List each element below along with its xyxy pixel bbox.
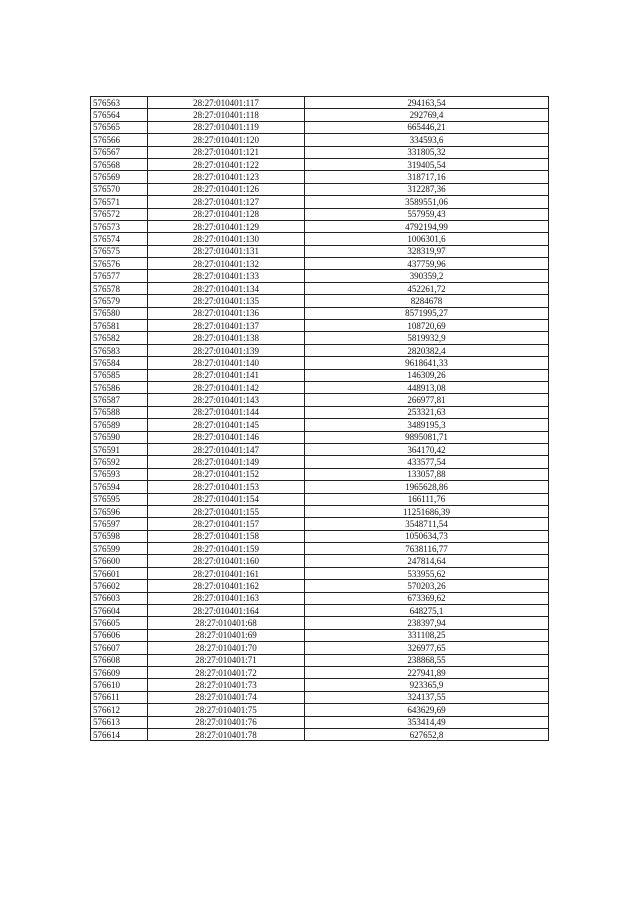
table-row (91, 121, 549, 133)
table-row (91, 691, 549, 703)
value-cell: 328319,97 (305, 245, 549, 257)
value-cell: 448913,08 (305, 381, 549, 393)
table-row (91, 617, 549, 629)
value-cell: 318717,16 (305, 171, 549, 183)
table-row (91, 419, 549, 431)
cadastral-number-cell: 28:27:010401:162 (148, 580, 305, 592)
cadastral-number-cell: 28:27:010401:159 (148, 543, 305, 555)
row-number-cell: 576589 (91, 419, 148, 431)
value-cell: 7638116,77 (305, 543, 549, 555)
cadastral-number-cell: 28:27:010401:157 (148, 518, 305, 530)
cadastral-number-cell: 28:27:010401:141 (148, 369, 305, 381)
value-cell: 1050634,73 (305, 530, 549, 542)
row-number-cell: 576578 (91, 282, 148, 294)
value-cell: 557959,43 (305, 208, 549, 220)
cadastral-number-cell: 28:27:010401:131 (148, 245, 305, 257)
table-row (91, 642, 549, 654)
value-cell: 570203,26 (305, 580, 549, 592)
cadastral-number-cell: 28:27:010401:146 (148, 431, 305, 443)
row-number-cell: 576568 (91, 158, 148, 170)
value-cell: 1965628,86 (305, 481, 549, 493)
table-row (91, 320, 549, 332)
cadastral-number-cell: 28:27:010401:128 (148, 208, 305, 220)
table-row (91, 134, 549, 146)
table-row (91, 146, 549, 158)
row-number-cell: 576593 (91, 468, 148, 480)
value-cell: 353414,49 (305, 716, 549, 728)
cadastral-number-cell: 28:27:010401:69 (148, 629, 305, 641)
cadastral-number-cell: 28:27:010401:78 (148, 728, 305, 740)
value-cell: 627652,8 (305, 728, 549, 740)
value-cell: 3548711,54 (305, 518, 549, 530)
value-cell: 1006301,6 (305, 233, 549, 245)
table-row (91, 592, 549, 604)
row-number-cell: 576601 (91, 567, 148, 579)
row-number-cell: 576598 (91, 530, 148, 542)
cadastral-number-cell: 28:27:010401:76 (148, 716, 305, 728)
table-row (91, 518, 549, 530)
cadastral-number-cell: 28:27:010401:158 (148, 530, 305, 542)
table-row (91, 245, 549, 257)
row-number-cell: 576564 (91, 109, 148, 121)
cadastral-number-cell: 28:27:010401:134 (148, 282, 305, 294)
cadastral-number-cell: 28:27:010401:121 (148, 146, 305, 158)
cadastral-number-cell: 28:27:010401:126 (148, 183, 305, 195)
value-cell: 433577,54 (305, 456, 549, 468)
row-number-cell: 576576 (91, 258, 148, 270)
value-cell: 5819932,9 (305, 332, 549, 344)
table-row (91, 369, 549, 381)
table-row (91, 381, 549, 393)
cadastral-number-cell: 28:27:010401:72 (148, 666, 305, 678)
value-cell: 331805,32 (305, 146, 549, 158)
value-cell: 166111,76 (305, 493, 549, 505)
value-cell: 4792194,99 (305, 220, 549, 232)
cadastral-number-cell: 28:27:010401:127 (148, 196, 305, 208)
value-cell: 9618641,33 (305, 357, 549, 369)
row-number-cell: 576602 (91, 580, 148, 592)
value-cell: 238397,94 (305, 617, 549, 629)
value-cell: 437759,96 (305, 258, 549, 270)
table-row (91, 666, 549, 678)
cadastral-number-cell: 28:27:010401:143 (148, 394, 305, 406)
value-cell: 3589551,06 (305, 196, 549, 208)
cadastral-number-cell: 28:27:010401:132 (148, 258, 305, 270)
table-row (91, 456, 549, 468)
table-row (91, 295, 549, 307)
cadastral-number-cell: 28:27:010401:142 (148, 381, 305, 393)
cadastral-number-cell: 28:27:010401:137 (148, 320, 305, 332)
table-row (91, 307, 549, 319)
row-number-cell: 576586 (91, 381, 148, 393)
row-number-cell: 576563 (91, 97, 148, 109)
table-row (91, 158, 549, 170)
table-row (91, 394, 549, 406)
value-cell: 326977,65 (305, 642, 549, 654)
value-cell: 533955,62 (305, 567, 549, 579)
table-row (91, 679, 549, 691)
value-cell: 266977,81 (305, 394, 549, 406)
cadastral-number-cell: 28:27:010401:161 (148, 567, 305, 579)
row-number-cell: 576590 (91, 431, 148, 443)
row-number-cell: 576609 (91, 666, 148, 678)
row-number-cell: 576595 (91, 493, 148, 505)
table-row (91, 282, 549, 294)
table-row (91, 97, 549, 109)
value-cell: 312287,36 (305, 183, 549, 195)
cadastral-number-cell: 28:27:010401:145 (148, 419, 305, 431)
row-number-cell: 576608 (91, 654, 148, 666)
value-cell: 331108,25 (305, 629, 549, 641)
table-row (91, 220, 549, 232)
table-row (91, 406, 549, 418)
table-row (91, 109, 549, 121)
value-cell: 227941,89 (305, 666, 549, 678)
cadastral-number-cell: 28:27:010401:130 (148, 233, 305, 245)
value-cell: 146309,26 (305, 369, 549, 381)
value-cell: 665446,21 (305, 121, 549, 133)
value-cell: 11251686,39 (305, 505, 549, 517)
table-row (91, 654, 549, 666)
table-row (91, 605, 549, 617)
row-number-cell: 576571 (91, 196, 148, 208)
table-body (91, 97, 549, 741)
cadastral-number-cell: 28:27:010401:74 (148, 691, 305, 703)
cadastral-number-cell: 28:27:010401:136 (148, 307, 305, 319)
row-number-cell: 576584 (91, 357, 148, 369)
row-number-cell: 576570 (91, 183, 148, 195)
table-row (91, 555, 549, 567)
row-number-cell: 576588 (91, 406, 148, 418)
row-number-cell: 576594 (91, 481, 148, 493)
table-row (91, 431, 549, 443)
cadastral-number-cell: 28:27:010401:133 (148, 270, 305, 282)
cadastral-number-cell: 28:27:010401:163 (148, 592, 305, 604)
cadastral-number-cell: 28:27:010401:164 (148, 605, 305, 617)
value-cell: 108720,69 (305, 320, 549, 332)
value-cell: 133057,88 (305, 468, 549, 480)
row-number-cell: 576579 (91, 295, 148, 307)
table-row (91, 344, 549, 356)
table-row (91, 728, 549, 740)
value-cell: 390359,2 (305, 270, 549, 282)
value-cell: 334593,6 (305, 134, 549, 146)
row-number-cell: 576613 (91, 716, 148, 728)
cadastral-number-cell: 28:27:010401:135 (148, 295, 305, 307)
table-row (91, 183, 549, 195)
row-number-cell: 576591 (91, 443, 148, 455)
data-table (90, 96, 549, 741)
value-cell: 673369,62 (305, 592, 549, 604)
value-cell: 253321,63 (305, 406, 549, 418)
table-row (91, 443, 549, 455)
cadastral-number-cell: 28:27:010401:123 (148, 171, 305, 183)
cadastral-number-cell: 28:27:010401:147 (148, 443, 305, 455)
row-number-cell: 576567 (91, 146, 148, 158)
table-row (91, 357, 549, 369)
table-row (91, 567, 549, 579)
value-cell: 319405,54 (305, 158, 549, 170)
cadastral-number-cell: 28:27:010401:160 (148, 555, 305, 567)
table-row (91, 258, 549, 270)
cadastral-number-cell: 28:27:010401:71 (148, 654, 305, 666)
table-row (91, 530, 549, 542)
row-number-cell: 576592 (91, 456, 148, 468)
cadastral-number-cell: 28:27:010401:70 (148, 642, 305, 654)
cadastral-number-cell: 28:27:010401:152 (148, 468, 305, 480)
cadastral-number-cell: 28:27:010401:144 (148, 406, 305, 418)
table-row (91, 481, 549, 493)
row-number-cell: 576569 (91, 171, 148, 183)
row-number-cell: 576580 (91, 307, 148, 319)
cadastral-number-cell: 28:27:010401:155 (148, 505, 305, 517)
value-cell: 3489195,3 (305, 419, 549, 431)
row-number-cell: 576606 (91, 629, 148, 641)
table-row (91, 196, 549, 208)
cadastral-number-cell: 28:27:010401:75 (148, 704, 305, 716)
row-number-cell: 576574 (91, 233, 148, 245)
value-cell: 643629,69 (305, 704, 549, 716)
table-row (91, 704, 549, 716)
cadastral-number-cell: 28:27:010401:153 (148, 481, 305, 493)
value-cell: 247814,64 (305, 555, 549, 567)
cadastral-number-cell: 28:27:010401:122 (148, 158, 305, 170)
table-row (91, 270, 549, 282)
table-row (91, 493, 549, 505)
cadastral-number-cell: 28:27:010401:118 (148, 109, 305, 121)
value-cell: 648275,1 (305, 605, 549, 617)
row-number-cell: 576604 (91, 605, 148, 617)
table-row (91, 468, 549, 480)
value-cell: 324137,55 (305, 691, 549, 703)
row-number-cell: 576596 (91, 505, 148, 517)
cadastral-number-cell: 28:27:010401:138 (148, 332, 305, 344)
cadastral-number-cell: 28:27:010401:154 (148, 493, 305, 505)
value-cell: 8284678 (305, 295, 549, 307)
value-cell: 292769,4 (305, 109, 549, 121)
row-number-cell: 576597 (91, 518, 148, 530)
row-number-cell: 576577 (91, 270, 148, 282)
value-cell: 238868,55 (305, 654, 549, 666)
value-cell: 294163,54 (305, 97, 549, 109)
row-number-cell: 576583 (91, 344, 148, 356)
cadastral-number-cell: 28:27:010401:120 (148, 134, 305, 146)
row-number-cell: 576565 (91, 121, 148, 133)
row-number-cell: 576614 (91, 728, 148, 740)
table-row (91, 208, 549, 220)
cadastral-number-cell: 28:27:010401:119 (148, 121, 305, 133)
row-number-cell: 576611 (91, 691, 148, 703)
row-number-cell: 576572 (91, 208, 148, 220)
row-number-cell: 576582 (91, 332, 148, 344)
table-row (91, 332, 549, 344)
cadastral-number-cell: 28:27:010401:73 (148, 679, 305, 691)
row-number-cell: 576581 (91, 320, 148, 332)
row-number-cell: 576605 (91, 617, 148, 629)
table-row (91, 716, 549, 728)
row-number-cell: 576587 (91, 394, 148, 406)
cadastral-number-cell: 28:27:010401:117 (148, 97, 305, 109)
value-cell: 8571995,27 (305, 307, 549, 319)
row-number-cell: 576612 (91, 704, 148, 716)
cadastral-number-cell: 28:27:010401:139 (148, 344, 305, 356)
value-cell: 364170,42 (305, 443, 549, 455)
cadastral-number-cell: 28:27:010401:149 (148, 456, 305, 468)
cadastral-number-cell: 28:27:010401:129 (148, 220, 305, 232)
table-row (91, 233, 549, 245)
row-number-cell: 576603 (91, 592, 148, 604)
cadastral-number-cell: 28:27:010401:140 (148, 357, 305, 369)
value-cell: 9895081,71 (305, 431, 549, 443)
table-row (91, 505, 549, 517)
row-number-cell: 576585 (91, 369, 148, 381)
table-row (91, 171, 549, 183)
row-number-cell: 576599 (91, 543, 148, 555)
cadastral-number-cell: 28:27:010401:68 (148, 617, 305, 629)
row-number-cell: 576607 (91, 642, 148, 654)
table-row (91, 543, 549, 555)
row-number-cell: 576610 (91, 679, 148, 691)
row-number-cell: 576575 (91, 245, 148, 257)
value-cell: 2820382,4 (305, 344, 549, 356)
value-cell: 452261,72 (305, 282, 549, 294)
value-cell: 923365,9 (305, 679, 549, 691)
row-number-cell: 576573 (91, 220, 148, 232)
row-number-cell: 576600 (91, 555, 148, 567)
table-row (91, 629, 549, 641)
row-number-cell: 576566 (91, 134, 148, 146)
table-row (91, 580, 549, 592)
